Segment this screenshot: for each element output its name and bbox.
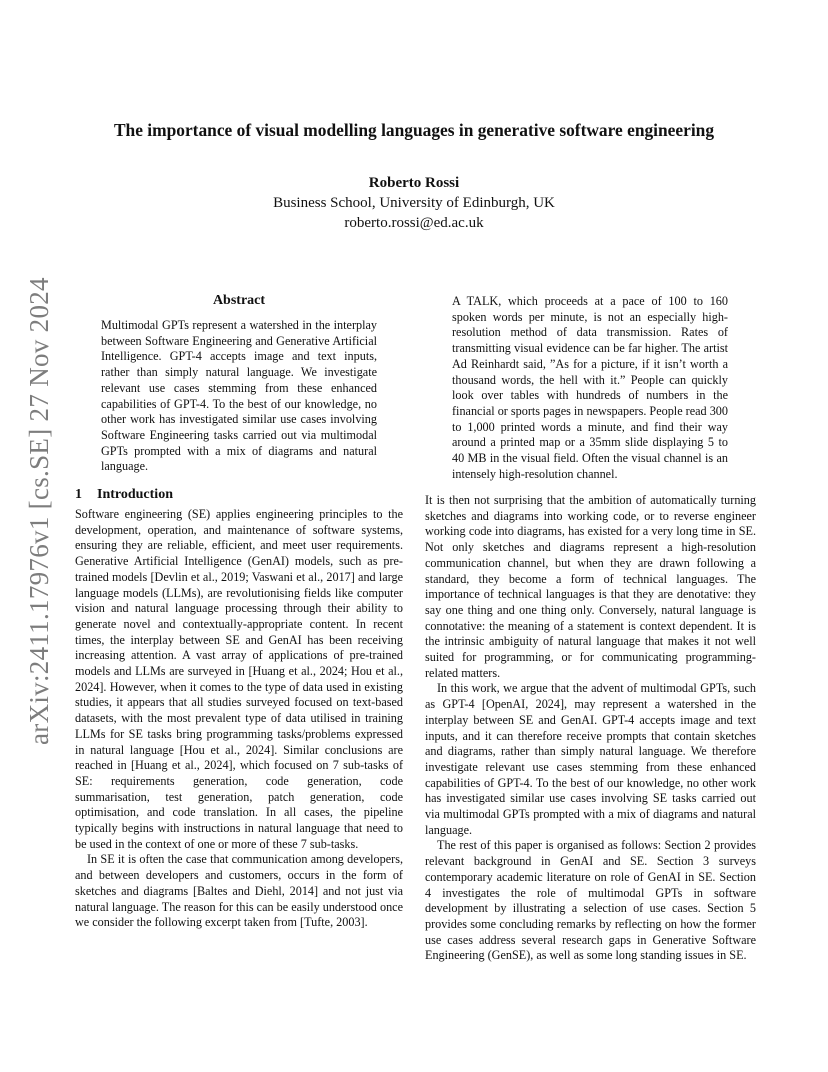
section-heading-introduction: [75, 486, 403, 504]
author-email: roberto.rossi@ed.ac.uk: [344, 215, 484, 231]
block-quote: A TALK, which proceeds at a pace of 100 to 160 spoken words per minute, is not an especially high-resolution method of data transmission. Rates of transmitting visual evidence can be far higher. The artist Ad Reinhardt said, ”As for a picture, if it isn’t worth a thousand words, the hell with it.” People can quickly look over tables with hundreds of numbers in the financial or sports pages in newspapers. People read 300 to 1,000 printed words a minute, and find their way around a printed map or a 35mm slide displaying 5 to 40 MB in the visual field. Often the visual channel is an intensely high-resolution channel.: [452, 294, 728, 481]
abstract-heading: Abstract: [212, 293, 266, 308]
section-title: Introduction: [97, 487, 173, 502]
author-block: [0, 173, 828, 233]
paragraph: In SE it is often the case that communication among developers, and between developers and customers, occurs in the form of sketches and diagrams [Baltes and Diehl, 2014] and not just via natural language. The reason for this can be easily understood once we consider the following excerpt taken from [Tufte, 2003].: [75, 852, 403, 930]
paragraph: In this work, we argue that the advent of multimodal GPTs, such as GPT-4 [OpenAI, 2024], may represent a watershed in the interplay between SE and GenAI. GPT-4 accepts image and text inputs, and it can therefore receive prompts that contain sketches and diagrams, rather than simply natural language. We therefore investigate relevant use cases stemming from these enhanced capabilities of GPT-4. To the best of our knowledge, no other work has investigated similar use cases involving SE tasks carried out via multimodal GPTs prompted with a mix of diagrams and natural language.: [425, 681, 756, 837]
arxiv-watermark: arXiv:2411.17976v1 [cs.SE] 27 Nov 2024: [24, 277, 54, 745]
right-column-body: [425, 493, 756, 964]
author-affiliation: Business School, University of Edinburgh, UK: [273, 195, 555, 211]
paragraph: Software engineering (SE) applies engineering principles to the development, operation, and maintenance of software systems, ensuring they are reliable, efficient, and meet user requirements. Generative Artificial Intelligence (GenAI) models, such as pre-trained models [Devlin et al., 2019; Vaswani et al., 2017] and large language models (LLMs), are revolutionising fields like computer vision and natural language processing through their ability to generate novel and contextually-appropriate content. In recent times, the interplay between SE and GenAI has been receiving increasing attention. A vast array of applications of pre-trained models and LLMs are surveyed in [Huang et al., 2024; Hou et al., 2024]. However, when it comes to the type of data used in existing studies, it appears that all studies surveyed focused on text-based datasets, with the most prevalent type of data utilised in training LLMs for SE tasks bring programming tasks/problems expressed in natural language [Hou et al., 2024]. Similar conclusions are reached in [Huang et al., 2024], which focused on 7 sub-tasks of SE: requirements generation, code generation, code summarisation, test generation, patch generation, code optimisation, and code translation. In all cases, the pipeline typically begins with instructions in natural language that need to be used in the context of one or more of these 7 sub-tasks.: [75, 507, 403, 851]
section-number: 1: [75, 487, 82, 502]
author-name: Roberto Rossi: [368, 175, 460, 191]
paper-title: The importance of visual modelling languages in generative software engineering: [113, 120, 715, 140]
introduction-body: [75, 507, 403, 931]
paragraph: It is then not surprising that the ambition of automatically turning sketches and diagrams into working code, or to reverse engineer working code into diagrams, has existed for a very long time in SE. Not only sketches and diagrams represent a high-resolution communication channel, but when they are drawn following a standard, they become a form of technical languages. The importance of technical languages is that they are denotative: they say one thing and one thing only. Conversely, natural language is connotative: the meaning of a statement is context dependent. It is the intrinsic ambiguity of natural language that makes it not well suited for programming, or for communicating programming-related matters.: [425, 493, 756, 680]
abstract-text: Multimodal GPTs represent a watershed in the interplay between Software Engineering and Generative Artificial Intelligence. GPT-4 accepts image and text inputs, rather than simply natural language. We investigate relevant use cases stemming from these enhanced capabilities of GPT-4. To the best of our knowledge, no other work has investigated similar use cases involving Software Engineering tasks carried out via multimodal GPTs prompted with a mix of diagrams and natural language.: [101, 318, 377, 474]
paragraph: The rest of this paper is organised as follows: Section 2 provides relevant background in GenAI and SE. Section 3 surveys contemporary academic literature on role of GenAI in SE. Section 4 investigates the role of multimodal GPTs in software development by illustrating a selection of use cases. Section 5 provides some concluding remarks by reflecting on how the former use cases address several research gaps in Generative Software Engineering (GenSE), as well as some long standing issues in SE.: [425, 838, 756, 963]
